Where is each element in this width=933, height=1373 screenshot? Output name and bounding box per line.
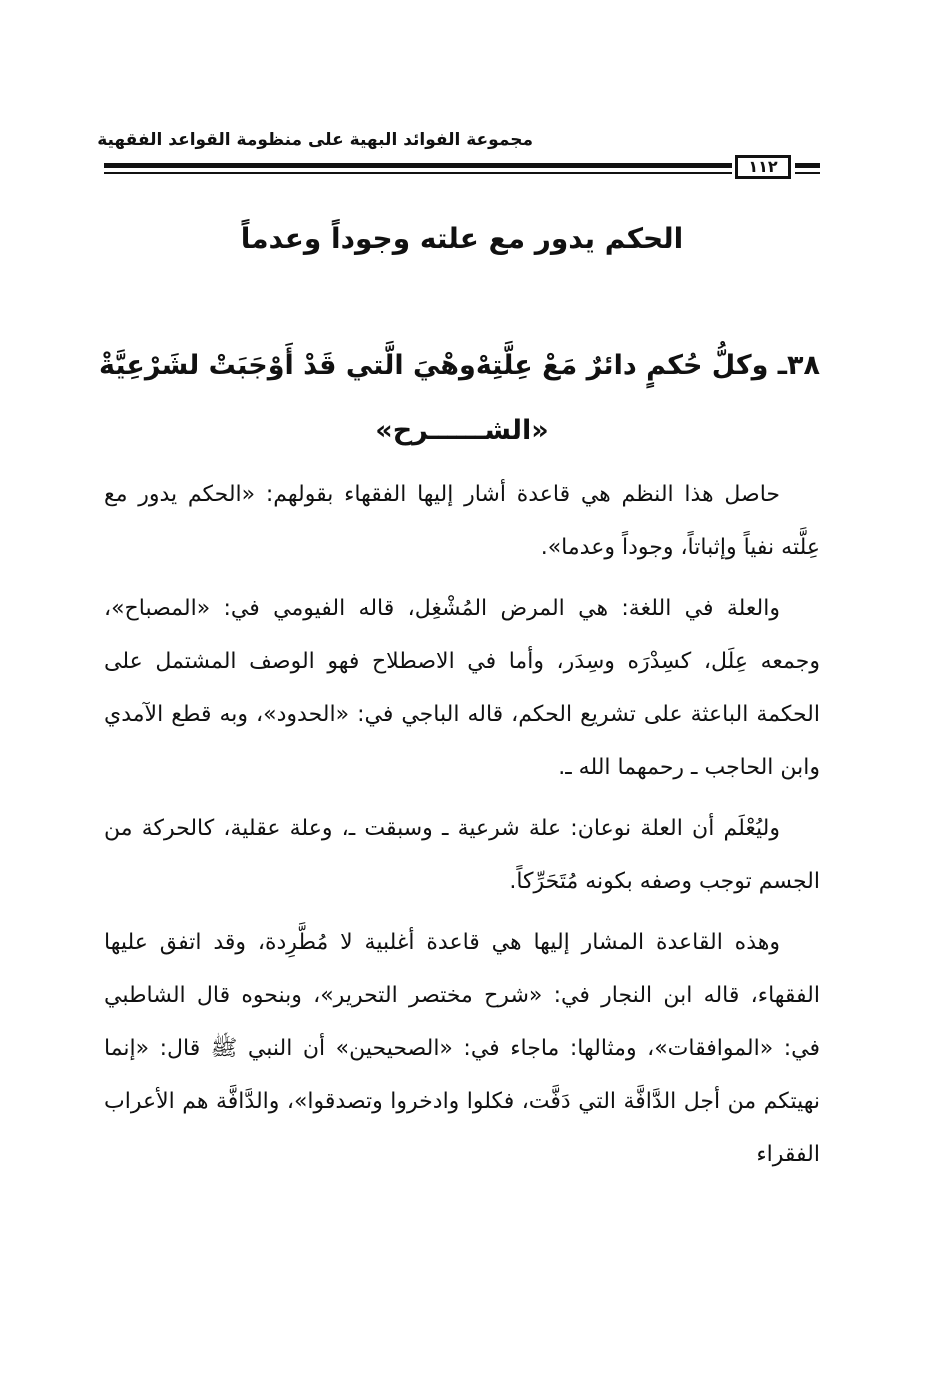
running-title: مجموعة الفوائد البهية على منظومة القواعد الفقهية bbox=[97, 130, 533, 150]
section-title: الحكم يدور مع علته وجوداً وعدماً bbox=[240, 222, 684, 255]
paragraph: وهذه القاعدة المشار إليها هي قاعدة أغلبية لا مُطَّرِدة، وقد اتفق عليها الفقهاء، قاله ابن النجار في: «شرح مختصر التحرير»، وبنحوه قال الشاطبي في: «الموافقات»، ومثالها: ماجاء في: «الصحيحين» أن النبي ﷺ قال: «إنما نهيتكم من أجل الدَّافَّة التي دَفَّت، فكلوا وادخروا وتصدقوا»، والدَّافَّة هم الأعراب الفقراء bbox=[104, 930, 820, 1167]
verse-second-hemistich: وهْيَ الَّتي قَدْ أَوْجَبَتْ لشَرْعِيَّةْ bbox=[99, 350, 476, 381]
commentary-body bbox=[104, 468, 820, 1189]
paragraph: وليُعْلَم أن العلة نوعان: علة شرعية ـ وسبقت ـ، وعلة عقلية، كالحركة من الجسم توجب وصفه بكونه مُتَحَرِّكاً. bbox=[104, 816, 820, 894]
sharh-heading: «الشــــــرح» bbox=[375, 415, 549, 446]
paragraph: حاصل هذا النظم هي قاعدة أشار إليها الفقهاء بقولهم: «الحكم يدور مع عِلَّته نفياً وإثباتاً، وجوداً وعدما». bbox=[104, 482, 820, 560]
header-rule-thick bbox=[104, 163, 732, 168]
verse-line bbox=[99, 350, 820, 381]
verse-first-hemistich: ٣٨ـ وكلُّ حُكمٍ دائرٌ مَعْ عِلَّتِهْ bbox=[475, 350, 820, 381]
paragraph: والعلة في اللغة: هي المرض المُشْغِل، قاله الفيومي في: «المصباح»، وجمعه عِلَل، كسِدْرَه وسِدَر، وأما في الاصطلاح فهو الوصف المشتمل على الحكمة الباعثة على تشريع الحكم، قاله الباجي في: «الحدود»، وبه قطع الآمدي وابن الحاجب ـ رحمهما الله ـ. bbox=[104, 596, 820, 780]
header-rule-short-thick bbox=[795, 163, 820, 168]
header-rule-short-thin bbox=[795, 172, 820, 174]
header-rule-thin bbox=[104, 172, 732, 174]
page-number: ١١٢ bbox=[735, 155, 791, 179]
